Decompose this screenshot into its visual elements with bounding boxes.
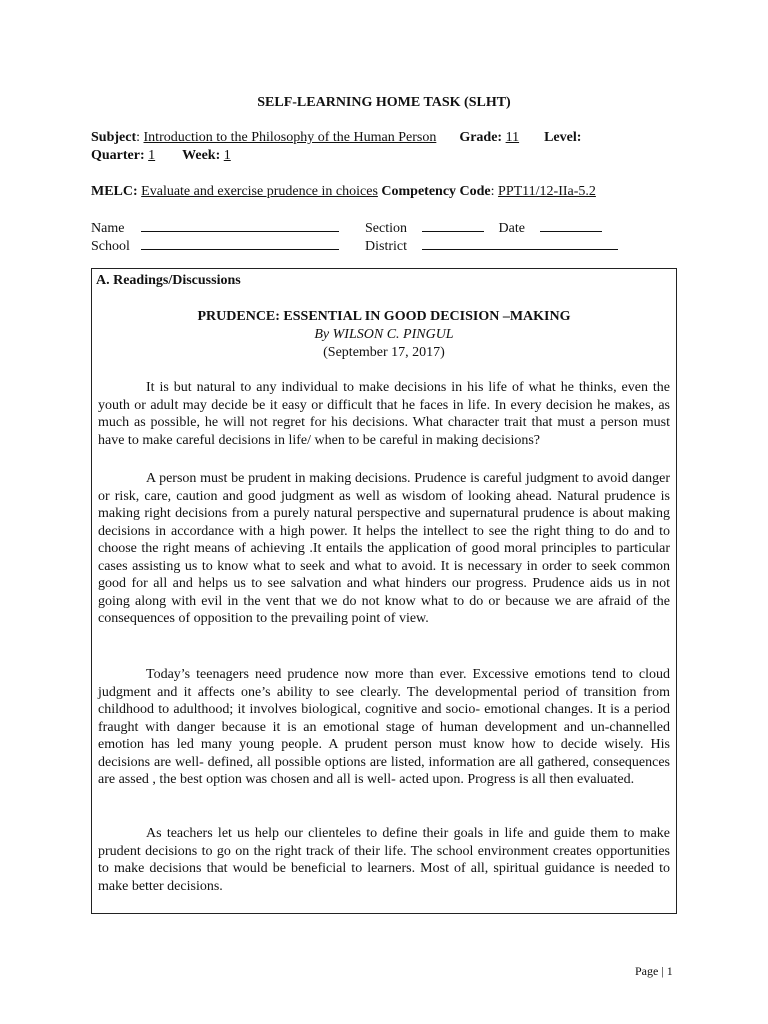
name-row (91, 219, 339, 237)
section-date-row (365, 219, 602, 237)
section-label: Section (365, 221, 407, 236)
paragraph-2: A person must be prudent in making decisions. Prudence is careful judgment to avoid danger or risk, care, caution and good judgment as well as wisdom of looking ahead. Natural prudence is making right decisions from a purely natural perspective and supernatural prudence is about making decisions in accordance with a high power. It helps the intellect to see the right thing to do and to choose the right means of achieving .It entails the application of good moral principles to particular cases assisting us to know what to seek and what to avoid. It is necessary in order to seek common good for all and helps us to see salvation and what hinders our progress. Prudence aids us in not going along with evil in the vent that we do not know what to do or because we are afraid of the consequences of opposition to the prevailing point of view. (98, 471, 670, 626)
subject-label: Subject (91, 130, 137, 145)
article-date: (September 17, 2017) (323, 345, 445, 360)
school-field[interactable] (141, 237, 339, 250)
section-field[interactable] (422, 219, 484, 232)
page-title: SELF-LEARNING HOME TASK (SLHT) (257, 95, 511, 110)
competency-value: PPT11/12-IIa-5.2 (498, 184, 596, 199)
melc-label: MELC: (91, 184, 138, 199)
quarter-label: Quarter: (91, 148, 145, 163)
competency-label: Competency Code (381, 184, 491, 199)
name-label: Name (91, 221, 125, 236)
page-number: Page | 1 (635, 964, 673, 978)
paragraph-3: Today’s teenagers need prudence now more than ever. Excessive emotions tend to cloud judgment and it affects one’s ability to see clearly. The developmental period of transition from childhood to adulthood; it involves biological, cognitive and socio- emotional changes. It is a period fraught with danger because it is an emotional stage of human development and un-channelled emotion has led many young people. A prudent person must know how to decide wisely. His decisions are well- defined, all possible options are listed, information are all gathered, consequences are assed , the best option was chosen and all is well- acted upon. Progress is all then evaluated. (98, 667, 670, 787)
melc-value: Evaluate and exercise prudence in choices (141, 184, 378, 199)
level-label: Level: (544, 130, 582, 145)
district-label: District (365, 239, 407, 254)
paragraph-1: It is but natural to any individual to make decisions in his life of what he thinks, even the youth or adult may decide be it easy or difficult that he faces in life. In every decision he makes, as much as possible, he will not regret for his decisions. What character trait that must a person must have to make careful decisions in life/ when to be careful in making decisions? (98, 380, 670, 448)
quarter-line (91, 148, 231, 164)
readings-box (91, 268, 677, 914)
grade-label: Grade: (459, 130, 503, 145)
district-row (365, 237, 618, 255)
district-field[interactable] (422, 237, 618, 250)
article-title: PRUDENCE: ESSENTIAL IN GOOD DECISION –MAKING (197, 309, 571, 324)
week-value: 1 (223, 148, 231, 163)
subject-line: Subject: Introduction to the Philosophy of the Human Person Grade: 11 Level: (91, 130, 582, 145)
name-field[interactable] (141, 219, 339, 232)
readings-heading: A. Readings/Discussions (96, 273, 241, 288)
article-byline: By WILSON C. PINGUL (314, 327, 454, 342)
quarter-value: 1 (148, 148, 156, 163)
subject-value: Introduction to the Philosophy of the Human Person (143, 130, 437, 145)
melc-line: MELC: Evaluate and exercise prudence in choices Competency Code: PPT11/12-IIa-5.2 (91, 184, 596, 199)
week-label: Week: (182, 148, 221, 163)
school-row (91, 237, 339, 255)
date-field[interactable] (540, 219, 602, 232)
paragraph-4: As teachers let us help our clienteles to define their goals in life and guide them to make prudent decisions to go on the right track of their life. The school environment creates opportunities to make decisions that would be beneficial to learners. Most of all, spiritual guidance is needed to make better decisions. (98, 826, 670, 894)
date-label: Date (498, 221, 525, 236)
grade-value: 11 (505, 130, 520, 145)
school-label: School (91, 239, 130, 254)
